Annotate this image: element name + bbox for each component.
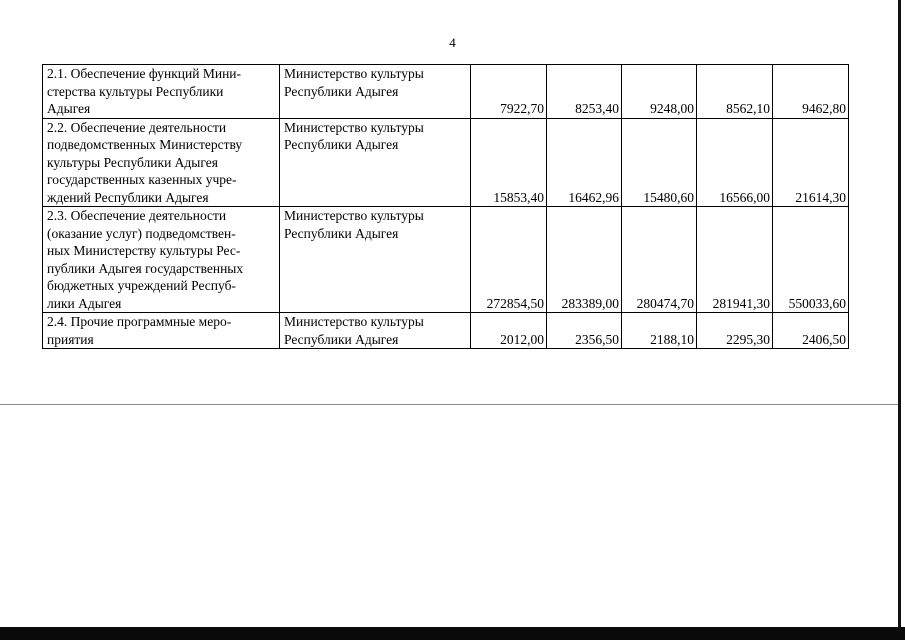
- funding-value: 2406,50: [773, 313, 849, 349]
- funding-value: 2188,10: [622, 313, 697, 349]
- table-row: [43, 65, 849, 119]
- funding-value: 21614,30: [773, 118, 849, 207]
- responsible-executor: Министерство культуры Республики Адыгея: [280, 313, 471, 349]
- table-row: [43, 207, 849, 313]
- table-row: [43, 313, 849, 349]
- responsible-executor: Министерство культуры Республики Адыгея: [280, 207, 471, 313]
- funding-value: 7922,70: [471, 65, 547, 119]
- funding-value: 9462,80: [773, 65, 849, 119]
- funding-value: 9248,00: [622, 65, 697, 119]
- program-item-description: 2.3. Обеспечение деятельности (оказание услуг) подведомствен- ных Министерству культуры Рес- публики Адыгея государственных бюджетных учреждений Респуб- лики Адыгея: [43, 207, 280, 313]
- funding-value: 283389,00: [547, 207, 622, 313]
- funding-value: 550033,60: [773, 207, 849, 313]
- funding-value: 272854,50: [471, 207, 547, 313]
- program-item-description: 2.2. Обеспечение деятельности подведомственных Министерству культуры Республики Адыгея государственных казенных учре- ждений Республики Адыгея: [43, 118, 280, 207]
- funding-value: 280474,70: [622, 207, 697, 313]
- budget-table: [42, 64, 849, 349]
- funding-value: 15853,40: [471, 118, 547, 207]
- funding-value: 2295,30: [697, 313, 773, 349]
- funding-value: 8253,40: [547, 65, 622, 119]
- table-row: [43, 118, 849, 207]
- program-item-description: 2.1. Обеспечение функций Мини- стерства культуры Республики Адыгея: [43, 65, 280, 119]
- responsible-executor: Министерство культуры Республики Адыгея: [280, 65, 471, 119]
- funding-value: 8562,10: [697, 65, 773, 119]
- page-number: 4: [449, 35, 456, 50]
- funding-value: 2012,00: [471, 313, 547, 349]
- funding-value: 16462,96: [547, 118, 622, 207]
- funding-value: 281941,30: [697, 207, 773, 313]
- responsible-executor: Министерство культуры Республики Адыгея: [280, 118, 471, 207]
- funding-value: 2356,50: [547, 313, 622, 349]
- scan-fold-line: [0, 404, 898, 405]
- scan-bottom-edge: [0, 627, 905, 640]
- program-item-description: 2.4. Прочие программные меро- приятия: [43, 313, 280, 349]
- scan-right-edge: [898, 0, 901, 632]
- funding-value: 16566,00: [697, 118, 773, 207]
- funding-value: 15480,60: [622, 118, 697, 207]
